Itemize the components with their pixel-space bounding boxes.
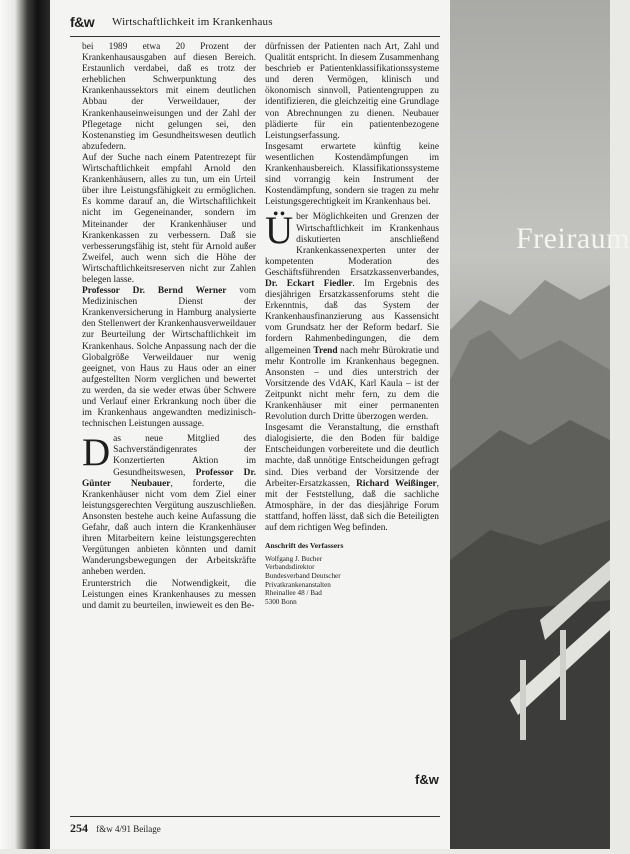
running-title: Wirtschaftlichkeit im Krankenhaus (112, 16, 273, 28)
drop-cap: D (82, 431, 111, 475)
person-name: Professor Dr. Bernd Werner (82, 286, 227, 297)
address-title: Anschrift des Verfassers (265, 541, 344, 551)
address-line: Wolfgang J. Bucher (265, 554, 323, 563)
page-header (70, 10, 440, 37)
photo-headline: Freiraum (516, 222, 630, 255)
right-column (265, 42, 439, 812)
address-line: Rheinallee 48 / Bad (265, 589, 322, 598)
landscape-photo (450, 0, 630, 849)
footer-text: f&w 4/91 Beilage (96, 824, 161, 834)
paragraph: Auf der Suche nach einem Patentrezept für Wirtschaftlichkeit empfahl Arnold den Krankenhäusern, alles zu tun, um ein Urteil über ihre Leistungsfähigkeit zu ermöglichen. Es komme darauf an, die Wirtschaftlichkeit nicht im Gegeneinander, sondern im Miteinander der Krankenhäuser und Krankenkassen zu verbessern. Daß sie verbesserungsfähig ist, steht für Arnold außer Zweifel, auch wenn sich die Höhe der Wirtschaftlichkeitsreserven nicht zur Zahlen belegen lasse. (82, 152, 256, 285)
fw-logo: f&w (70, 14, 95, 30)
left-column (82, 42, 256, 812)
paragraph: Das neue Mitglied des Sachverständigenrates der Konzertierten Aktion im Gesundheitswesen, Professor Dr. Günter Neubauer, forderte, die Krankenhäuser nicht vom dem Ziel einer leistungsgerechten Vergütung auszuschließen. Ansonsten bestehe auch keine Aufassung die Gefahr, daß auch intern die Krankenhäuser ihren Mitarbeitern keine leistungsgerechten Vergütungen anbieten könnten und damit Wanderungsbewegungen der Arbeitskräfte anheben werden. (82, 431, 257, 578)
paragraph: Insgesamt erwartete künftig keine wesentlichen Kostendämpfungen im Krankenhausbereich. Klassifikationssysteme sind vorrangig kein Instrument der Kostendämpfung, sondern sie tragen zu mehr Leistungsgerechtigkeit im Krankenhaus bei. (265, 141, 439, 208)
paragraph: bei 1989 etwa 20 Prozent der Krankenhausausgaben auf diesen Bereich. Erstaunlich verdabei, daß es trotz der erheblichen Schwerpunktung des Krankenhaussektors mit einem deutlichen Abbau der Verweildauer, der Krankenhauseinweisungen und der Zahl der Pflegetage nicht gelungen sei, den Kostenanstieg im Gesundheitswesen deutlich abzufedern. (82, 42, 256, 152)
paragraph: Erunterstrich die Notwendigkeit, die Leistungen eines Krankenhauses zu messen und damit zu beurteilen, inwieweit es den Be- (82, 578, 256, 611)
author-address (265, 542, 439, 606)
paragraph: Über Möglichkeiten und Grenzen der Wirtschaftlichkeit im Krankenhaus diskutierten anschließend Krankenkassenexperten unter der kompetenten Moderation des Geschäftsführenden Ersatzkassenverbandes, Dr. Eckart Fiedler. Im Ergebnis des diesjährigen Ersatzkassenforums steht die Erkenntnis, daß das System der Krankenhausfinanzierung aus Kassensicht vom Grundsatz her der Reform bedarf. Sie fordern Rahmenbedingungen, die dem allgemeinen Trend nach mehr Bürokratie und mehr Kontrolle im Krankenhaus begegnen. Ansonsten – und dies unterstrich der Vorsitzende des VdAK, Karl Kaula – ist der Zeitpunkt nicht mehr fern, zu dem die Krankenhäuser mit einer permanenten Revolution durch Dritte überzogen werden. (265, 209, 439, 423)
person-name: Dr. Eckart Fiedler (265, 278, 353, 289)
mountain-landscape-image (450, 0, 610, 849)
drop-cap: Ü (265, 209, 294, 253)
paragraph: Professor Dr. Bernd Werner vom Medizinischen Dienst der Krankenversicherung in Hamburg analysierte den Stellenwert der Krankenhausverweildauer zur Beurteilung der Wirtschaftlichkeit im Krankenhaus. Solche Anpassung nach der die Globalgröße Verweildauer nur wenig geeignet, von Haus zu Haus oder an einer aufgestellten Norm verglichen und bewertet zu werden, da sie weder etwas über Schwere und Verlauf einer Erkrankung noch über die im Krankenhaus angewandten medizinisch-technischen Leistungen aussage. (82, 286, 256, 430)
book-spine-shadow (0, 0, 50, 849)
page-footer (70, 816, 440, 836)
address-line: 5300 Bonn (265, 597, 297, 606)
fw-end-logo: f&w (415, 772, 439, 787)
person-name: Richard Weißinger (356, 478, 437, 489)
address-line: Privatkrankenanstalten (265, 580, 331, 589)
paragraph: dürfnissen der Patienten nach Art, Zahl und Qualität entspricht. In diesem Zusammenhang beschrieb er Patientenklassifikationssysteme und deren Vermögen, klinisch und ökonomisch sinnvoll, Patientengruppen zu identifizieren, die gleichzeitig eine Grundlage von Abrechnungen zu dienen. Neubauer plädierte für ein patientenbezogene Leistungserfassung. (265, 42, 439, 141)
person-name: Professor Dr. Günter Neubauer (82, 467, 256, 489)
page-number: 254 (70, 821, 88, 835)
paragraph: Insgesamt die Veranstaltung, die ernsthaft dialogisierte, die den Boden für baldige Entscheidungen vorbereitete und die deutlich machte, daß unnötige Entscheidungen gefragt sind. Dies verband der Vorsitzende der Arbeiter-Ersatzkassen, Richard Weißinger, mit der Feststellung, daß die sachliche Atmosphäre, in der das diesjährige Forum stattfand, hoffen lässt, daß sich die Beteiligten auf dem richtigen Weg befinden. (265, 423, 439, 534)
address-line: Verbandsdirektor (265, 563, 315, 572)
address-line: Bundesverband Deutscher (265, 571, 341, 580)
